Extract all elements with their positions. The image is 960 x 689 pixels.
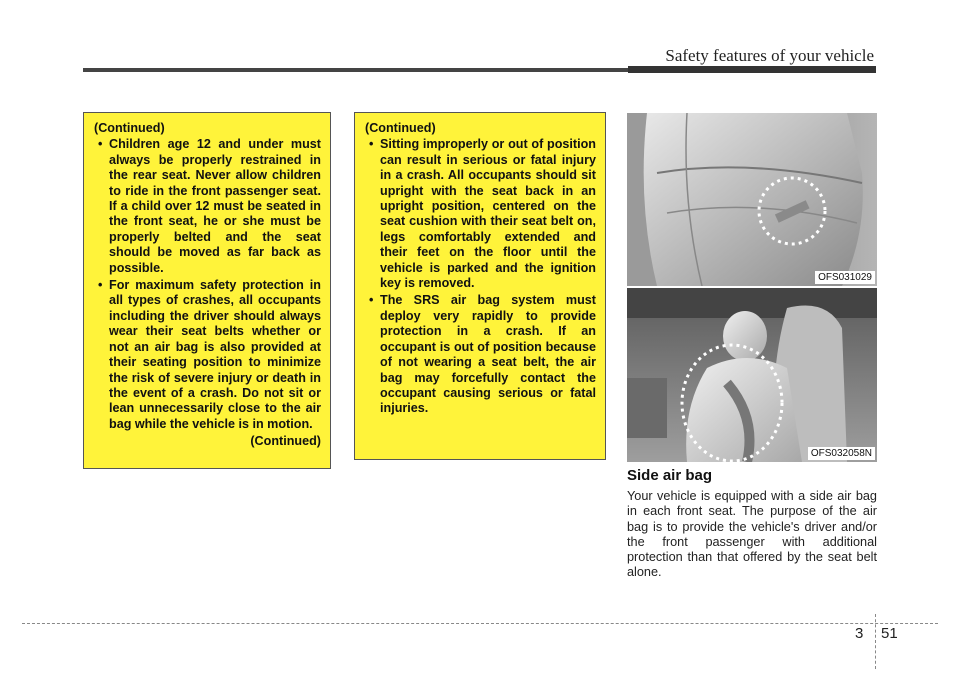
section-heading: Side air bag <box>627 467 713 484</box>
occupant-illustration <box>627 288 877 462</box>
page-number-divider <box>875 614 876 669</box>
warning-item: • Children age 12 and under must always be properly restrained in the rear seat. Never allow children to ride in the front passenger seat. If a child over 12 must be seated in the front seat, he or she must be properly belted and the seat should be moved as far back as possible. <box>92 137 321 276</box>
header-rule-tab <box>628 66 876 73</box>
figure-caption: OFS031029 <box>815 271 875 284</box>
section-body: Your vehicle is equipped with a side air bag in each front seat. The purpose of the air bag is to provide the vehicle's driver and/or the front passenger with additional protection than that offered by the seat belt alone. <box>627 489 877 580</box>
warning-box-left <box>83 112 331 469</box>
warning-list-right <box>363 137 596 416</box>
figure-caption: OFS032058N <box>808 447 875 460</box>
continued-label-top: (Continued) <box>365 121 436 135</box>
continued-label-bottom: (Continued) <box>250 434 321 449</box>
seat-airbag-photo <box>627 113 877 286</box>
page-number: 51 <box>881 625 898 642</box>
warning-list-left <box>92 137 321 432</box>
warning-item: • The SRS air bag system must deploy very rapidly to provide protection in a crash. If an occupant is out of position because of not wearing a seat belt, the air bag may forcefully contact the occupant causing serious or fatal injuries. <box>363 293 596 416</box>
warning-item: • For maximum safety protection in all types of crashes, all occupants including the driver should always wear their seat belts whether or not an air bag is also provided at their seating position to minimize the risk of severe injury or death in the event of a crash. Do not sit or lean unnecessarily close to the air bag while the vehicle is in motion. <box>92 278 321 432</box>
continued-label-top: (Continued) <box>94 121 165 135</box>
seat-occupant-photo <box>627 288 877 462</box>
chapter-number: 3 <box>855 625 864 642</box>
seat-illustration <box>627 113 877 286</box>
warning-item: • Sitting improperly or out of position can result in serious or fatal injury in a crash. All occupants should sit upright with the seat back in an upright position, centered on the seat cushion with their seat belt on, legs comfortably extended and their feet on the floor until the vehicle is parked and the ignition key is removed. <box>363 137 596 291</box>
footer-rule <box>22 623 938 624</box>
page-header-title: Safety features of your vehicle <box>665 46 874 65</box>
warning-box-right <box>354 112 606 460</box>
